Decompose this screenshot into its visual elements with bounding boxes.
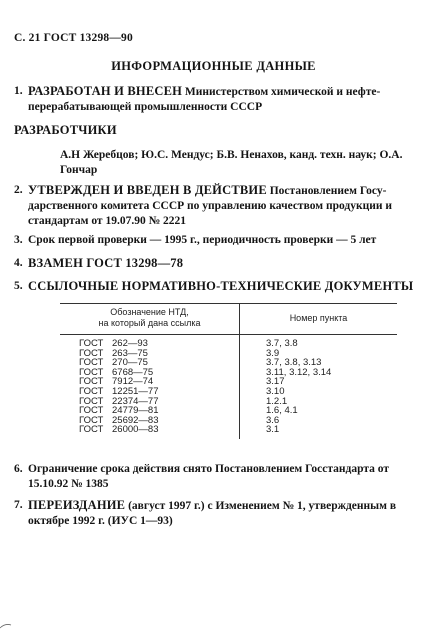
column-header-clause: Номер пункта xyxy=(240,303,398,335)
gost-prefix: ГОСТ xyxy=(79,414,104,426)
table-row xyxy=(60,335,397,349)
item-7-text: (август 1997 г.) с Изменением № 1, утвержденным в октябре 1992 г. (ИУС 1—93) xyxy=(28,500,397,527)
item-7-caption: ПЕРЕИЗДАНИЕ xyxy=(28,498,126,512)
clause-cell: 1.6, 4.1 xyxy=(266,405,298,417)
gost-prefix: ГОСТ xyxy=(79,385,104,397)
gost-prefix: ГОСТ xyxy=(79,424,104,436)
item-7-body xyxy=(28,498,414,529)
item-5-body xyxy=(28,279,414,295)
item-7 xyxy=(14,498,414,529)
item-2-number: 2. xyxy=(14,184,23,196)
document-number: 22374—77 xyxy=(112,395,159,407)
document-number: 12251—77 xyxy=(112,385,159,397)
clause-cell: 3.10 xyxy=(266,385,285,397)
gost-prefix: ГОСТ xyxy=(79,347,104,359)
gost-prefix: ГОСТ xyxy=(79,357,104,369)
document-number: 262—93 xyxy=(112,338,148,349)
table-row xyxy=(60,358,397,368)
table-row xyxy=(60,387,397,397)
item-4 xyxy=(14,256,414,272)
gost-prefix: ГОСТ xyxy=(79,376,104,388)
clause-cell: 3.7, 3.8 xyxy=(266,338,298,349)
item-6-number: 6. xyxy=(14,463,23,475)
table-row xyxy=(60,416,397,426)
item-1-caption: РАЗРАБОТАН И ВНЕСЕН xyxy=(28,84,183,98)
item-6 xyxy=(14,462,414,492)
document-number: 26000—83 xyxy=(112,424,159,436)
item-4-body xyxy=(28,256,414,272)
column-header-document-line2: на который дана ссылка xyxy=(98,318,201,328)
page-header: С. 21 ГОСТ 13298—90 xyxy=(14,32,133,44)
developers-heading: РАЗРАБОТЧИКИ xyxy=(14,123,117,137)
item-3 xyxy=(14,233,414,248)
item-5 xyxy=(14,279,414,295)
page-title: ИНФОРМАЦИОННЫЕ ДАННЫЕ xyxy=(111,59,316,73)
table-row xyxy=(60,368,397,378)
item-3-text: Срок первой проверки — 1995 г., периодичность проверки — 5 лет xyxy=(28,234,377,246)
item-4-number: 4. xyxy=(14,257,23,269)
clause-cell: 3.7, 3.8, 3.13 xyxy=(266,357,322,369)
table-row xyxy=(60,425,397,439)
item-1-number: 1. xyxy=(14,85,23,97)
item-2-body xyxy=(28,183,414,229)
document-number: 6768—75 xyxy=(112,366,154,378)
item-3-number: 3. xyxy=(14,234,23,246)
item-1-text: Министерством химической и нефте-перерабатывающей промышленности СССР xyxy=(28,86,381,113)
table-row xyxy=(60,377,397,387)
item-5-caption: ССЫЛОЧНЫЕ НОРМАТИВНО-ТЕХНИЧЕСКИЕ ДОКУМЕНТЫ xyxy=(28,279,414,293)
item-2-text: Постановлением Госу-дарственного комитета СССР по управлению качеством продукции и стандартам от 19.07.90 № 2221 xyxy=(28,185,392,227)
table-header-row xyxy=(60,303,397,335)
item-1-body xyxy=(28,84,414,115)
item-6-body xyxy=(28,462,414,492)
table-row xyxy=(60,397,397,407)
clause-cell: 1.2.1 xyxy=(266,395,288,407)
clause-cell: 3.11, 3.12, 3.14 xyxy=(266,366,332,378)
clause-cell: 3.17 xyxy=(266,376,285,388)
item-4-caption: ВЗАМЕН ГОСТ 13298—78 xyxy=(28,256,184,270)
document-cell xyxy=(60,335,240,349)
document-number: 24779—81 xyxy=(112,405,159,417)
item-7-number: 7. xyxy=(14,499,23,511)
document-cell xyxy=(60,425,240,439)
clause-cell: 3.6 xyxy=(266,414,280,426)
item-6-text: Ограничение срока действия снято Постановлением Госстандарта от 15.10.92 № 1385 xyxy=(28,463,390,490)
clause-cell: 3.9 xyxy=(266,347,280,359)
column-header-document xyxy=(60,303,240,335)
document-number: 270—75 xyxy=(112,357,148,369)
document-number: 7912—74 xyxy=(112,376,154,388)
item-1 xyxy=(14,84,414,115)
gost-prefix: ГОСТ xyxy=(79,338,104,349)
table-row xyxy=(60,406,397,416)
document-number: 263—75 xyxy=(112,347,148,359)
item-2-caption: УТВЕРЖДЕН И ВВЕДЕН В ДЕЙСТВИЕ xyxy=(28,183,267,197)
item-3-body xyxy=(28,233,414,248)
gost-prefix: ГОСТ xyxy=(79,366,104,378)
item-5-number: 5. xyxy=(14,280,23,292)
clause-cell: 3.1 xyxy=(266,424,280,436)
gost-prefix: ГОСТ xyxy=(79,395,104,407)
document-number: 25692—83 xyxy=(112,414,159,426)
table-row xyxy=(60,349,397,359)
scan-mark xyxy=(0,622,12,630)
column-header-document-line1: Обозначение НТД, xyxy=(110,307,189,317)
gost-prefix: ГОСТ xyxy=(79,405,104,417)
developers-list: А.Н Жеребцов; Ю.С. Мендус; Б.В. Ненахов, канд. техн. наук; О.А. Гончар xyxy=(60,149,403,176)
item-2 xyxy=(14,183,414,229)
reference-table xyxy=(60,303,397,439)
